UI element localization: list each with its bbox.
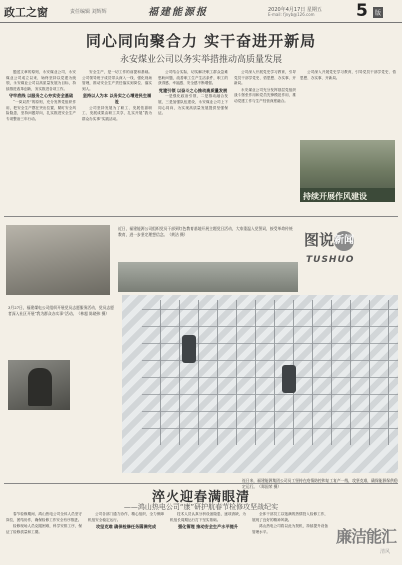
section-heading: 坚持以人为本 以务实之心增进民生福祉 [82, 93, 152, 104]
integrity-corner-logo [330, 528, 400, 564]
main-column-5 [300, 70, 396, 138]
page-label: 版 [373, 7, 383, 18]
bottom-column-3 [170, 512, 246, 564]
bottom-column-2 [88, 512, 164, 564]
lineman-figure [182, 335, 196, 363]
paragraph: 一是强化政治引领，二是推动融合发展，三是加强队伍建设，永安煤业公司上下同心同向，为实现高质量发展提供坚强保证。 [158, 94, 228, 116]
tushuo-title-text: 图说 [304, 231, 335, 249]
bottom-subhead: ——鸿山热电公司“康”研护航春节检修攻坚战纪实 [123, 503, 279, 511]
section-heading: 党建引领 以奋斗之心推动高质量发展 [158, 87, 228, 93]
paragraph: 检修现场人员克服困难，科学安排工序，保证了检修质量和工期。 [6, 524, 82, 534]
paragraph: 公司坚持发展为了职工、发展依靠职工、发展成果由职工共享，扎实开展“我为群众办实事”实践活动。 [82, 105, 152, 121]
paragraph: 春节检修期间，鸿山热电公司全体人员坚守岗位，团结协作，确保检修工作安全有序推进。 [6, 512, 82, 522]
column-name: 政工之窗 [4, 6, 48, 19]
page-header [0, 0, 402, 23]
page-number: 5 [356, 1, 368, 21]
section-divider [4, 216, 398, 217]
grid-structure [142, 300, 398, 445]
paragraph: 全体干部员工以饱满的热情投入检修工作，展现了良好的精神风貌。 [252, 512, 328, 522]
bottom-column-4 [252, 512, 328, 564]
section-heading: 守牢底线 以服务之心夯实安全基础 [8, 93, 74, 99]
integrity-logo-text: 廉洁能汇 [336, 527, 397, 546]
tushuo-logo [304, 225, 398, 275]
main-headline: 同心同向聚合力 实干奋进开新局 [85, 32, 317, 50]
paragraph: 鸿山热电公司将以此为契机，持续提升设备管理水平。 [252, 524, 328, 534]
worker-figure [28, 368, 52, 406]
photo-caption-c: 连日来，福建能源集团公司员工坚持在疫情防控和复工复产一线，攻坚克难，确保能源保供稳定运行。（郑国荣 摄） [242, 478, 398, 489]
paragraph: 安全生产，是一切工作的前提和基础。公司领导班子成员带头深入一线，强化现场管理，推动安全生产责任落实到岗位、落实到人。 [82, 70, 152, 91]
paragraph: 永安煤业公司充分发挥基层党组织战斗堡垒作用和党员先锋模范作用，推动党建工作与生产经营深度融合。 [234, 87, 296, 103]
section-heading: 强化管理 推动安全生产水平提升 [177, 524, 239, 530]
bottom-headline: 淬火迎春满眼清 [151, 490, 250, 505]
photo-volunteers [118, 262, 298, 292]
paragraph: 公司结合实际，切实解决职工群众急难愁盼问题，改善职工生产生活条件，职工的获得感、幸福感、安全感不断增强。 [158, 70, 228, 86]
paragraph: 公司深入开展党史学习教育，引导党员干部学党史、悟思想、办实事、开新局。 [234, 70, 296, 86]
integrity-logo-small: 清风 [380, 549, 391, 555]
photo-power-grid [122, 295, 398, 473]
bottom-column-1 [6, 512, 82, 564]
section-divider [4, 483, 398, 484]
newspaper-masthead: 福建能源报 [148, 7, 208, 18]
contact-email: E-mail: fjnyb@126.com [268, 12, 315, 17]
tushuo-english: TUSHUO [306, 255, 355, 265]
news-badge: 新闻 [334, 231, 354, 251]
paragraph: 题述文章的原则，永安煤业公司，永安煤业公司成立以来，始终坚持以党建为统领，永安煤业公司以高质量发展为目标，持续推进改革创新，务实推进各项工作。 [6, 70, 76, 91]
section-heading: 攻坚克难 确保检修任务圆满完成 [95, 524, 157, 530]
main-subhead: 永安煤业公司以务实举措推动高质量发展 [119, 55, 282, 65]
paragraph: 公司深入开展党史学习教育，引导党员干部学党史、悟思想、办实事、开新局。 [300, 70, 396, 80]
paragraph: 技术人员认真分析设备隐患，逐项消缺，为机组长周期运行打下坚实基础。 [170, 512, 246, 522]
photo-caption-a: 近日，福建能源公司组织党员干部到红色教育基地开展主题党日活动，大家重温入党誓词，接受革命传统教育，进一步坚定理想信念。（黄洁 摄） [118, 226, 293, 237]
photo-red-education [6, 225, 110, 295]
column-editor: 责任编辑 刘辉辉 [70, 9, 107, 15]
photo-worker [8, 360, 70, 410]
paragraph: “一岗双责”的原则，充分发挥党组织作用，把安全生产摆在突出位置，紧盯安全风险隐患，坚持问题导向，扎实推进安全生产专项整治三年行动。 [6, 99, 76, 121]
photo-banner-text: 持续开展作风建设 [303, 192, 367, 201]
paragraph: 公司各部门通力协作，精心组织，全力保障机组安全稳定运行。 [88, 512, 164, 522]
photo-caption-b: 3月27日，福建煤电公司组织开展党员志愿服务活动，党员志愿者深入社区开展“我为群众办实事”活动。（林超 陈晓伟 摄） [8, 305, 114, 316]
lineman-figure [282, 365, 296, 393]
tushuo-title [304, 229, 354, 251]
issue-date: 2020年4月17日 星期五 [268, 7, 322, 13]
main-column-3 [158, 70, 228, 270]
main-column-4 [234, 70, 296, 270]
